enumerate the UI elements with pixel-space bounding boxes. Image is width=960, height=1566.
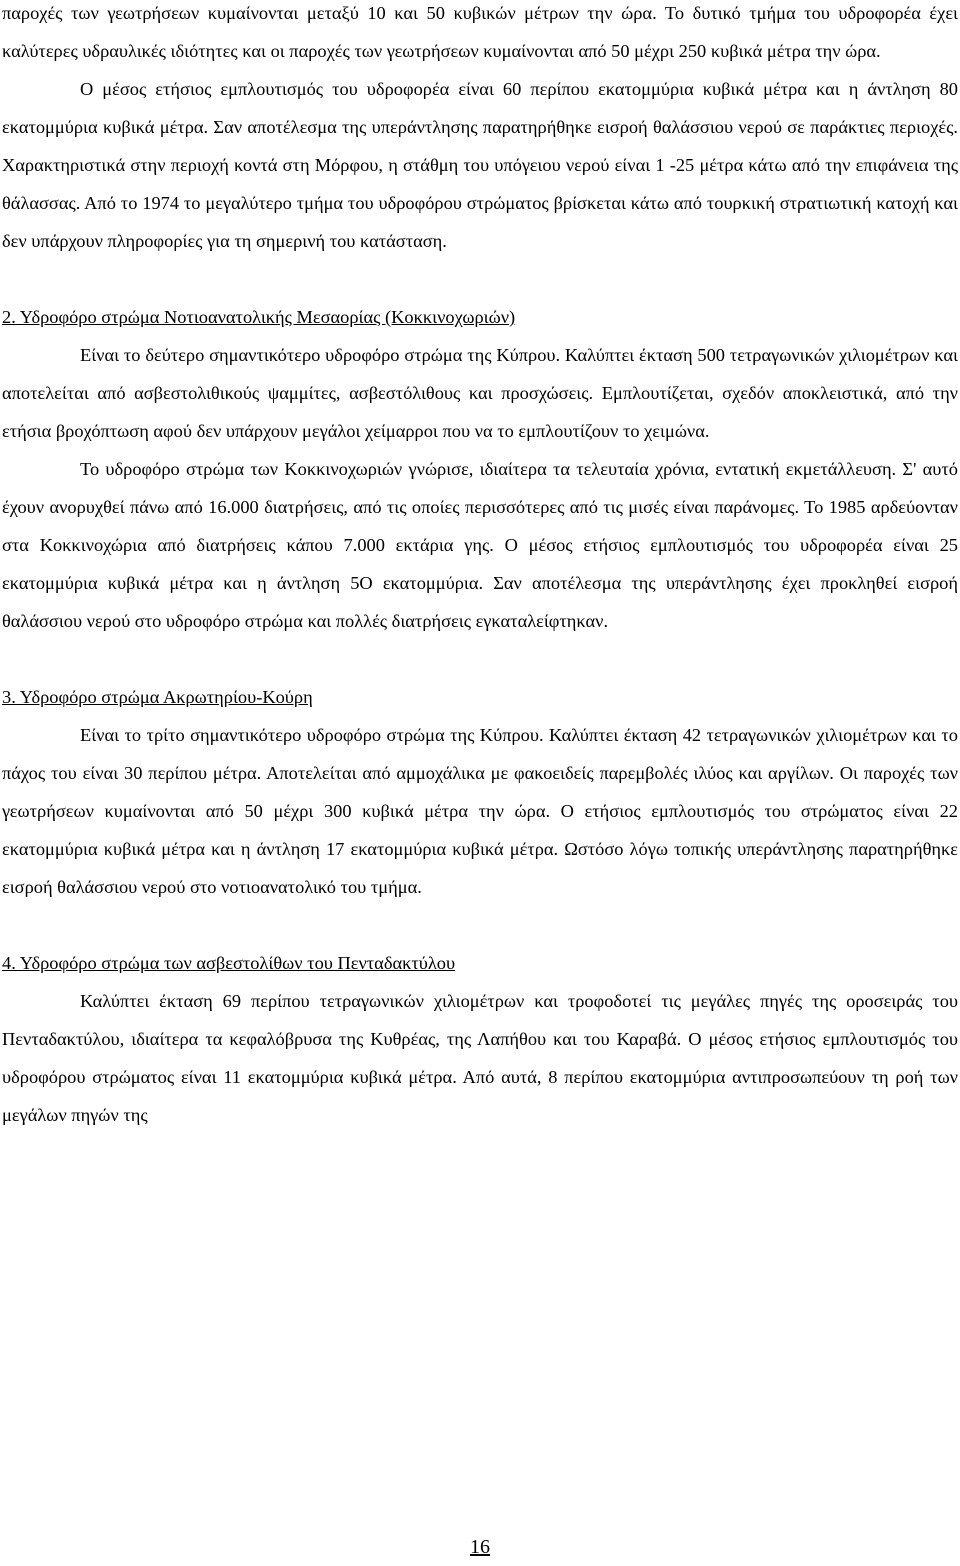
intro-paragraph-end: παροχές των γεωτρήσεων κυμαίνονται μεταξύ 10 και 50 κυβικών μέτρων την ώρα. Το δυτικό τμήμα του υδροφορέα έχει καλύτερες υδραυλικές ιδιότητες και οι παροχές των γεωτρήσεων κυμαίνονται από 50 μέχρι 250 κυβικά μέτρα την ώρα. bbox=[2, 3, 958, 61]
section-3-heading: 3. Υδροφόρο στρώμα Ακρωτηρίου-Κούρη bbox=[2, 687, 313, 707]
section-spacer bbox=[2, 640, 958, 678]
section-4 bbox=[2, 944, 958, 1134]
intro-paragraph-2: Ο μέσος ετήσιος εμπλουτισμός του υδροφορέα είναι 60 περίπου εκατομμύρια κυβικά μέτρα και η άντληση 80 εκατομμύρια κυβικά μέτρα. Σαν αποτέλεσμα της υπεράντλησης παρατηρήθηκε εισροή θαλάσσιου νερού σε παράκτιες περιοχές. Χαρακτηριστικά στην περιοχή κοντά στη Μόρφου, η στάθμη του υπόγειου νερού είναι 1 -25 μέτρα κάτω από την επιφάνεια της θάλασσας. Από το 1974 το μεγαλύτερο τμήμα του υδροφόρου στρώματος βρίσκεται κάτω από τουρκική στρατιωτική κατοχή και δεν υπάρχουν πληροφορίες για τη σημερινή του κατάσταση. bbox=[2, 79, 958, 251]
section-spacer bbox=[2, 260, 958, 298]
section-3-paragraph-1: Είναι το τρίτο σημαντικότερο υδροφόρο στρώμα της Κύπρου. Καλύπτει έκταση 42 τετραγωνικών χιλιομέτρων και το πάχος του είναι 30 περίπου μέτρα. Αποτελείται από αμμοχάλικα με φακοειδείς παρεμβολές ιλύος και αργίλων. Οι παροχές των γεωτρήσεων κυμαίνονται από 50 μέχρι 300 κυβικά μέτρα την ώρα. Ο ετήσιος εμπλουτισμός του στρώματος είναι 22 εκατομμύρια κυβικά μέτρα και η άντληση 17 εκατομμύρια κυβικά μέτρα. Ωστόσο λόγω τοπικής υπεράντλησης παρατηρήθηκε εισροή θαλάσσιου νερού στο νοτιοανατολικό του τμήμα. bbox=[2, 725, 958, 897]
section-spacer bbox=[2, 906, 958, 944]
section-2-paragraph-2: Το υδροφόρο στρώμα των Κοκκινοχωριών γνώρισε, ιδιαίτερα τα τελευταία χρόνια, εντατική εκμετάλλευση. Σ' αυτό έχουν ανορυχθεί πάνω από 16.000 διατρήσεις, από τις οποίες περισσότερες από τις μισές είναι παράνομες. Το 1985 αρδεύονταν στα Κοκκινοχώρια από διατρήσεις κάπου 7.000 εκτάρια γης. Ο μέσος ετήσιος εμπλουτισμός του υδροφορέα είναι 25 εκατομμύρια κυβικά μέτρα και η άντληση 5Ο εκατομμύρια. Σαν αποτέλεσμα της υπεράντλησης έχει προκληθεί εισροή θαλάσσιου νερού στο υδροφόρο στρώμα και πολλές διατρήσεις εγκαταλείφτηκαν. bbox=[2, 459, 958, 631]
document-page bbox=[2, 0, 958, 1134]
page-number: 16 bbox=[470, 1536, 490, 1558]
section-4-paragraph-1: Καλύπτει έκταση 69 περίπου τετραγωνικών χιλιομέτρων και τροφοδοτεί τις μεγάλες πηγές της οροσειράς του Πενταδακτύλου, ιδιαίτερα τα κεφαλόβρυσα της Κυθρέας, της Λαπήθου και του Καραβά. Ο μέσος ετήσιος εμπλουτισμός του υδροφόρου στρώματος είναι 11 εκατομμύρια κυβικά μέτρα. Από αυτά, 8 περίπου εκατομμύρια αντιπροσωπεύουν τη ροή των μεγάλων πηγών της bbox=[2, 991, 958, 1125]
section-3 bbox=[2, 678, 958, 906]
section-2 bbox=[2, 298, 958, 640]
section-2-paragraph-1: Είναι το δεύτερο σημαντικότερο υδροφόρο στρώμα της Κύπρου. Καλύπτει έκταση 500 τετραγωνικών χιλιομέτρων και αποτελείται από ασβεστολιθικούς ψαμμίτες, ασβεστόλιθους και προσχώσεις. Εμπλουτίζεται, σχεδόν αποκλειστικά, από την ετήσια βροχόπτωση αφού δεν υπάρχουν μεγάλοι χείμαρροι που να το εμπλουτίζουν το χειμώνα. bbox=[2, 345, 958, 441]
section-2-heading: 2. Υδροφόρο στρώμα Νοτιοανατολικής Μεσαορίας (Κοκκινοχωριών) bbox=[2, 307, 516, 327]
section-4-heading: 4. Υδροφόρο στρώμα των ασβεστολίθων του Πενταδακτύλου bbox=[2, 953, 456, 973]
